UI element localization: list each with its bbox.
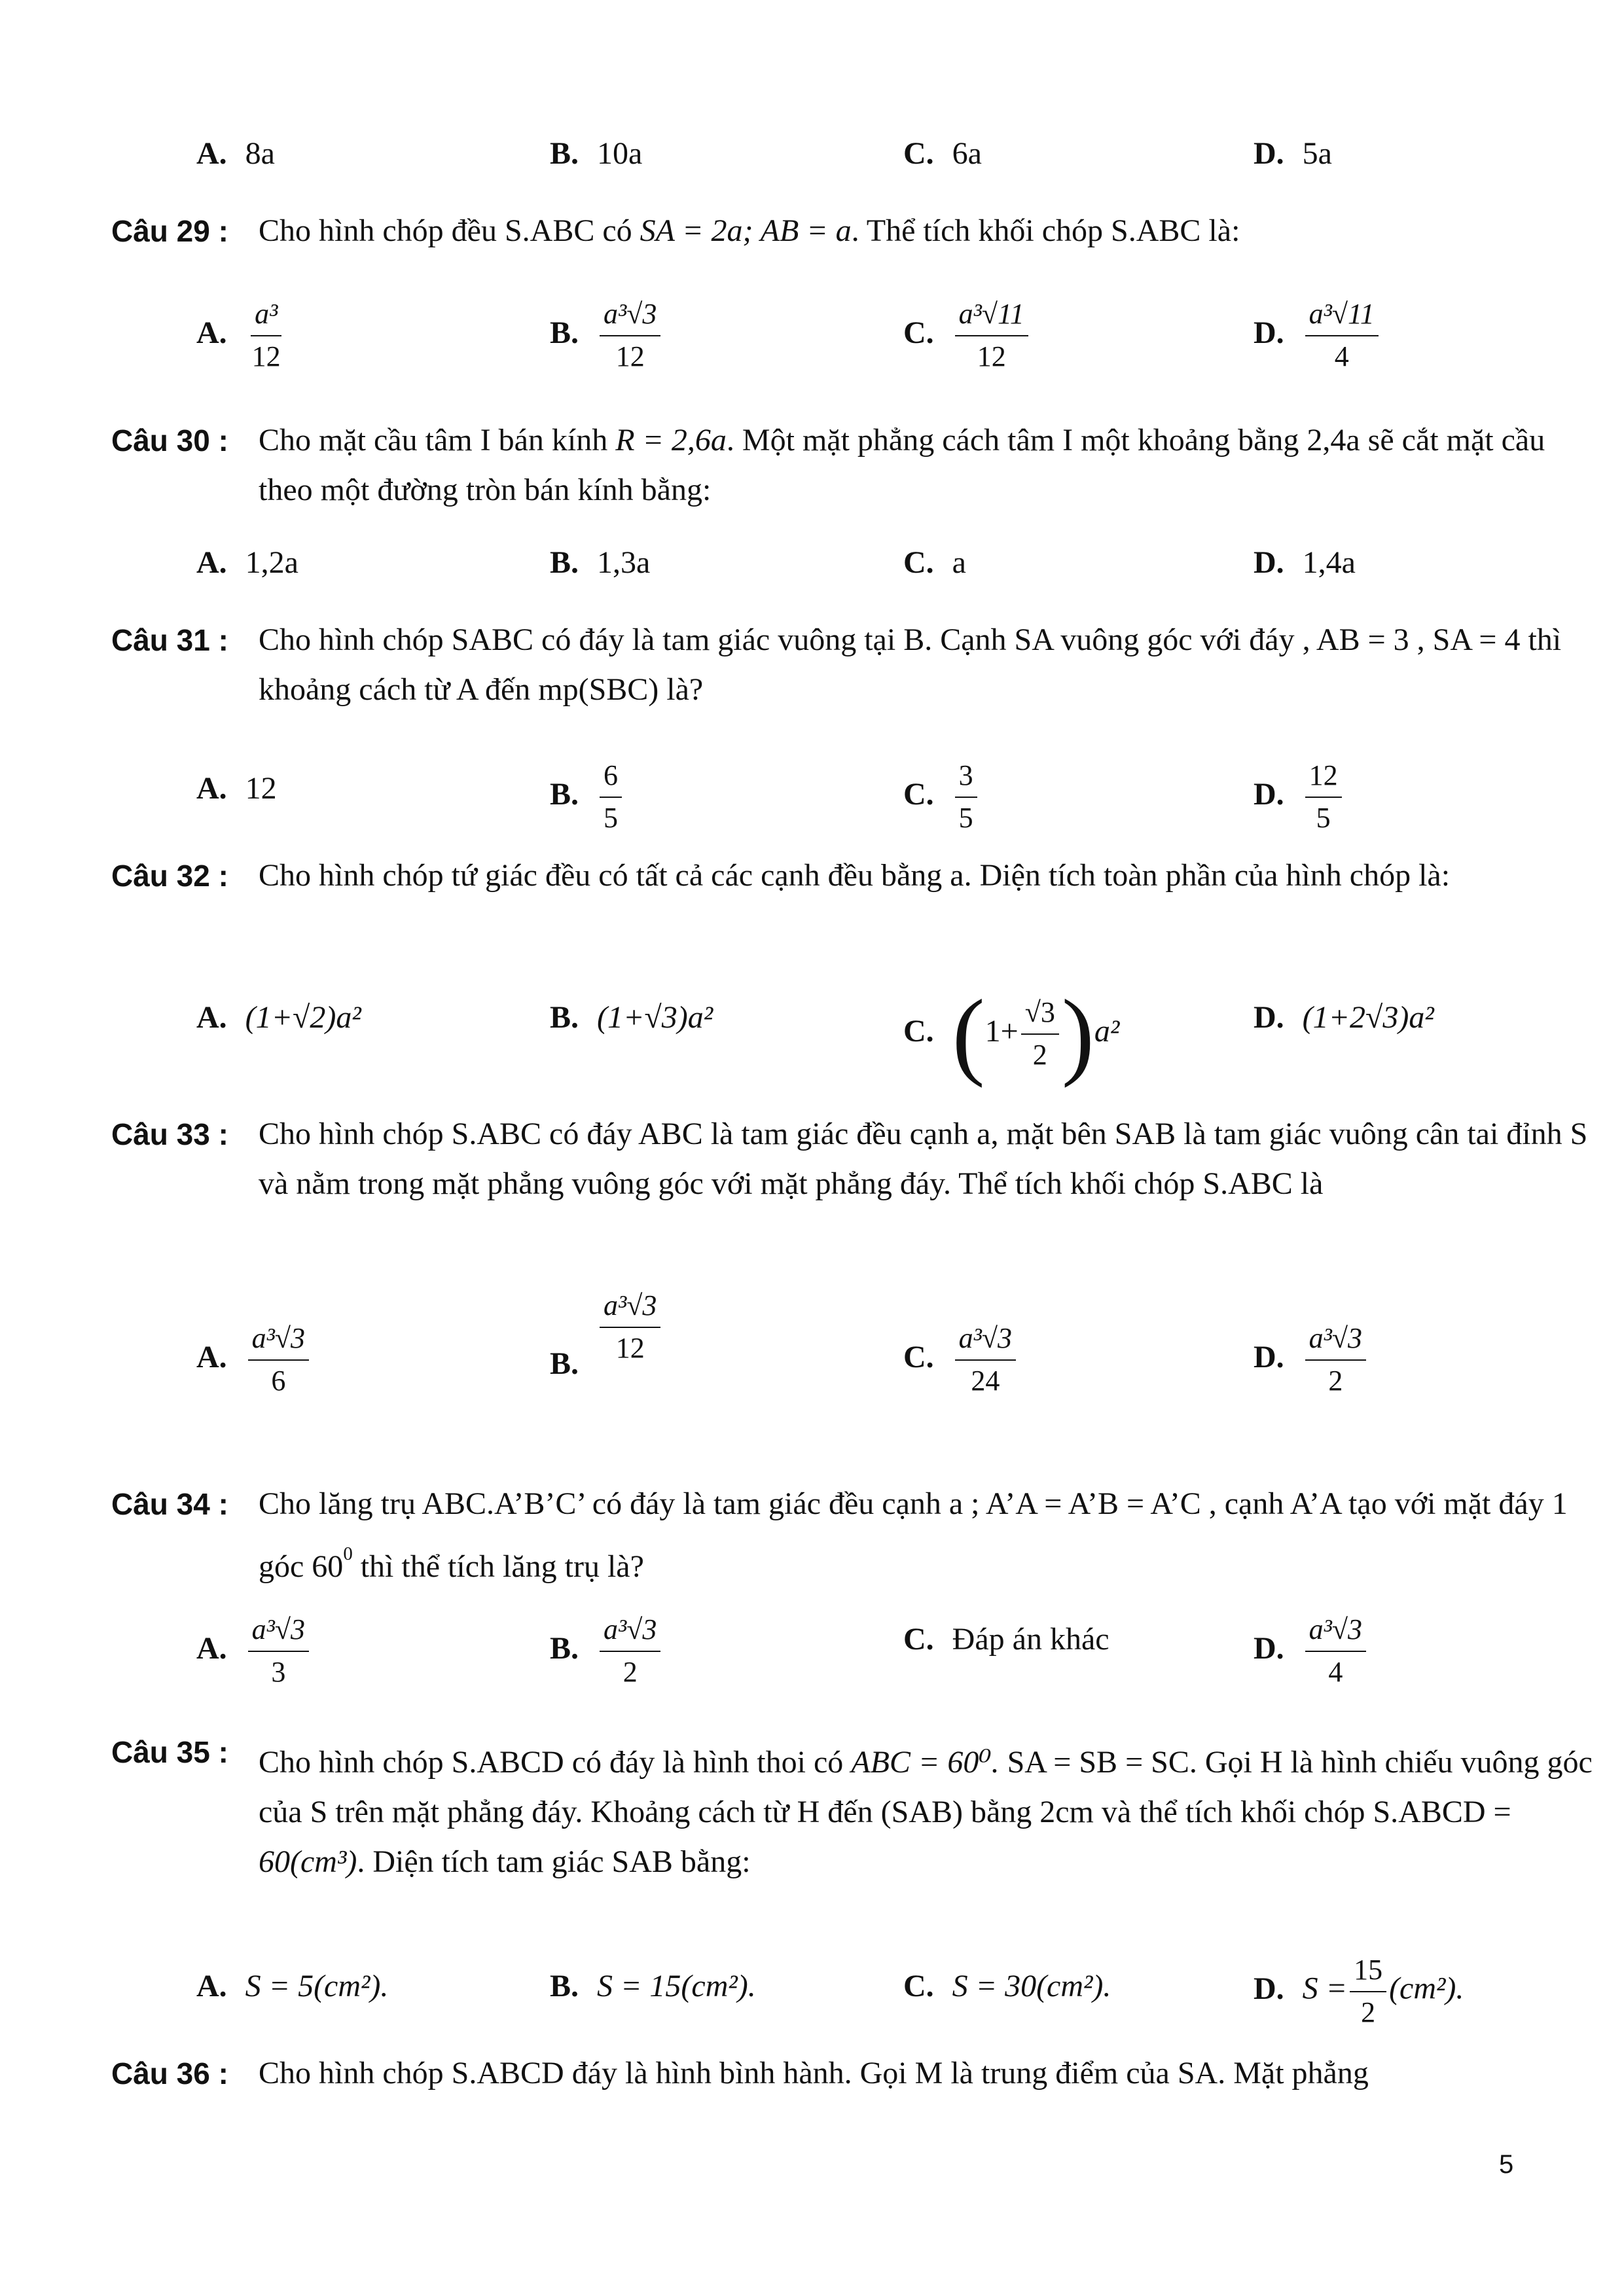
option-a: A. $\frac{\text{a³√3}}{3}$ bbox=[196, 1613, 312, 1689]
option-b: B. $\frac{\text{a³√3}}{12}$ bbox=[550, 1289, 663, 1384]
option-c: C. 6a bbox=[903, 136, 982, 171]
option-b: B. 1,3a bbox=[550, 545, 651, 580]
option-d: D. S = $\frac{15}{2}$ (cm²). bbox=[1254, 1954, 1464, 2028]
question-text: Cho hình chóp đều S.ABC có SA = 2a; AB = a. Thể tích khối chóp S.ABC là: bbox=[259, 213, 1240, 248]
option-d: D. (1+2√3)a² bbox=[1254, 1000, 1434, 1035]
option-d: D. 1,4a bbox=[1254, 545, 1356, 580]
question-label: Câu 35 : bbox=[111, 1735, 228, 1769]
option-b: B. S = 15(cm²). bbox=[550, 1969, 756, 2003]
option-d: D. $\frac{\text{a³√3}}{2}$ bbox=[1254, 1322, 1369, 1397]
question-text: Cho hình chóp tứ giác đều có tất cả các cạnh đều bằng a. Diện tích toàn phần của hình chóp là: bbox=[259, 858, 1451, 893]
option-b: B. (1+√3)a² bbox=[550, 1000, 713, 1035]
option-d: D. $\frac{\text{a³√11}}{4}$ bbox=[1254, 298, 1381, 373]
formula: R = 2,6a bbox=[615, 423, 727, 457]
question-text: Cho hình chóp S.ABCD đáy là hình bình hành. Gọi M là trung điểm của SA. Mặt phẳng bbox=[259, 2056, 1369, 2090]
option-b: B. $\frac{\text{a³√3}}{2}$ bbox=[550, 1613, 663, 1689]
option-a: A. 8a bbox=[196, 136, 275, 171]
option-c: C. a bbox=[903, 545, 966, 580]
page-number: 5 bbox=[1499, 2150, 1514, 2179]
question-label: Câu 34 : bbox=[111, 1487, 228, 1521]
option-d: D. 5a bbox=[1254, 136, 1332, 171]
option-c: C. (1+ $\frac{√3}{2}$ )a² bbox=[903, 980, 1120, 1088]
question-label: Câu 33 : bbox=[111, 1117, 228, 1151]
option-a: A. 12 bbox=[196, 771, 277, 806]
option-d: D. $\frac{12}{5}$ bbox=[1254, 759, 1344, 834]
option-a: A. $\frac{\text{a³}}{12}$ bbox=[196, 298, 281, 372]
question-label: Câu 29 : bbox=[111, 214, 228, 248]
option-a: A. $\frac{\text{a³√3}}{6}$ bbox=[196, 1322, 312, 1397]
option-a: A. S = 5(cm²). bbox=[196, 1969, 389, 2003]
option-c: C. $\frac{\text{a³√3}}{24}$ bbox=[903, 1322, 1019, 1397]
option-d: D. $\frac{\text{a³√3}}{4}$ bbox=[1254, 1613, 1369, 1689]
question-text: Cho hình chóp S.ABC có đáy ABC là tam giác đều cạnh a, mặt bên SAB là tam giác vuông cân tai đỉnh S và nằm trong mặt phẳng vuông góc với mặt phẳng đáy. Thể tích khối chóp S.ABC là bbox=[259, 1117, 1588, 1201]
formula: 60(cm³) bbox=[259, 1844, 357, 1879]
question-label: Câu 30 : bbox=[111, 423, 228, 457]
question-text: Cho lăng trụ ABC.A’B’C’ có đáy là tam giác đều cạnh a ; A’A = A’B = A’C , cạnh A’A tạo với mặt đáy 1 góc $60^0$ thì thể tích lăng trụ là? bbox=[259, 1486, 1568, 1584]
question-text: Cho hình chóp SABC có đáy là tam giác vuông tại B. Cạnh SA vuông góc với đáy , AB = 3 , SA = 4 thì khoảng cách từ A đến mp(SBC) là? bbox=[259, 622, 1562, 707]
option-c: C. S = 30(cm²). bbox=[903, 1969, 1111, 2003]
question-label: Câu 32 : bbox=[111, 859, 228, 893]
question-label: Câu 31 : bbox=[111, 623, 228, 657]
question-text: Cho hình chóp S.ABCD có đáy là hình thoi có ABC = 60⁰. SA = SB = SC. Gọi H là hình chiếu vuông góc của S trên mặt phẳng đáy. Khoảng cách từ H đến (SAB) bằng 2cm và thể tích khối chóp S.ABCD = 60(cm³). Diện tích tam giác SAB bằng: bbox=[259, 1745, 1593, 1879]
option-b: B. $\frac{\text{a³√3}}{12}$ bbox=[550, 298, 663, 373]
option-b: B. 10a bbox=[550, 136, 643, 171]
formula: ABC = 60⁰. bbox=[851, 1745, 1000, 1780]
option-b: B. $\frac{6}{5}$ bbox=[550, 759, 624, 834]
option-c: C. $\frac{\text{a³√11}}{12}$ bbox=[903, 298, 1031, 373]
question-label: Câu 36 : bbox=[111, 2056, 228, 2090]
option-a: A. (1+√2)a² bbox=[196, 1000, 361, 1035]
option-c: C. Đáp án khác bbox=[903, 1622, 1110, 1657]
question-text: Cho mặt cầu tâm I bán kính R = 2,6a. Một mặt phẳng cách tâm I một khoảng bằng 2,4a sẽ cắt mặt cầu theo một đường tròn bán kính bằng: bbox=[259, 423, 1545, 507]
formula: SA = 2a; AB = a bbox=[640, 213, 852, 248]
option-a: A. 1,2a bbox=[196, 545, 298, 580]
option-c: C. $\frac{3}{5}$ bbox=[903, 759, 980, 834]
